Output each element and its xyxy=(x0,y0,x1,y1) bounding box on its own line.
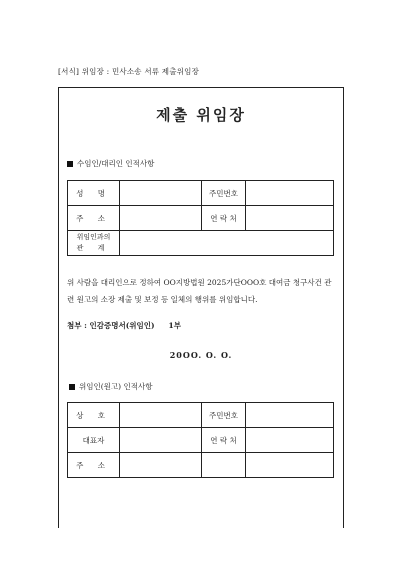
field-agent-id-number[interactable] xyxy=(246,181,334,206)
agent-info-table xyxy=(67,180,334,256)
label-company: 상 호 xyxy=(68,403,120,428)
label-address: 주 소 xyxy=(68,206,120,231)
document-caption: [서식] 위임장 : 민사소송 서류 제출위임장 xyxy=(58,67,200,76)
attachment-quantity: 1부 xyxy=(168,321,182,330)
label-relation-line2: 관 계 xyxy=(76,244,111,252)
table-row xyxy=(68,428,334,453)
label-contact: 연 락 처 xyxy=(202,428,246,453)
principal-info-table xyxy=(67,402,334,478)
attachment-label: 첨부 : 인감증명서(위임인) xyxy=(67,321,155,330)
field-agent-contact[interactable] xyxy=(246,206,334,231)
section-heading-principal-label: 위임인(원고) 인적사항 xyxy=(79,382,153,391)
label-relation-line1: 위임인과의 xyxy=(76,233,111,241)
table-row xyxy=(68,453,334,478)
section-heading-agent xyxy=(67,158,154,169)
field-agent-relation[interactable] xyxy=(120,231,334,256)
label-address: 주 소 xyxy=(68,453,120,478)
document-title: 제출 위임장 xyxy=(156,106,246,124)
field-agent-address[interactable] xyxy=(120,206,202,231)
field-principal-contact[interactable] xyxy=(246,428,334,453)
field-principal-id-number[interactable] xyxy=(246,403,334,428)
section-heading-agent-label: 수임인/대리인 인적사항 xyxy=(77,159,155,168)
table-row xyxy=(68,181,334,206)
table-row xyxy=(68,403,334,428)
delegation-statement: 위 사람을 대리인으로 정하여 OO지방법원 2025가단OOO호 대여금 청구사건 관련 원고의 소장 제출 및 보정 등 일체의 행위를 위임합니다. xyxy=(67,278,332,304)
label-name: 성 명 xyxy=(68,181,120,206)
square-bullet-icon xyxy=(69,384,75,390)
attachment-line xyxy=(67,320,181,331)
label-contact: 연 락 처 xyxy=(202,206,246,231)
table-row xyxy=(68,231,334,256)
document-frame xyxy=(58,87,344,528)
table-row xyxy=(68,206,334,231)
square-bullet-icon xyxy=(67,161,73,167)
field-principal-address[interactable] xyxy=(120,453,202,478)
label-id-number: 주민번호 xyxy=(202,403,246,428)
field-agent-name[interactable] xyxy=(120,181,202,206)
field-principal-extra-2[interactable] xyxy=(246,453,334,478)
document-date: 20OO. O. O. xyxy=(169,350,233,360)
label-relation xyxy=(68,231,120,256)
label-id-number: 주민번호 xyxy=(202,181,246,206)
field-principal-extra-1[interactable] xyxy=(202,453,246,478)
field-principal-company[interactable] xyxy=(120,403,202,428)
section-heading-principal xyxy=(69,381,152,392)
label-representative: 대표자 xyxy=(68,428,120,453)
field-principal-representative[interactable] xyxy=(120,428,202,453)
